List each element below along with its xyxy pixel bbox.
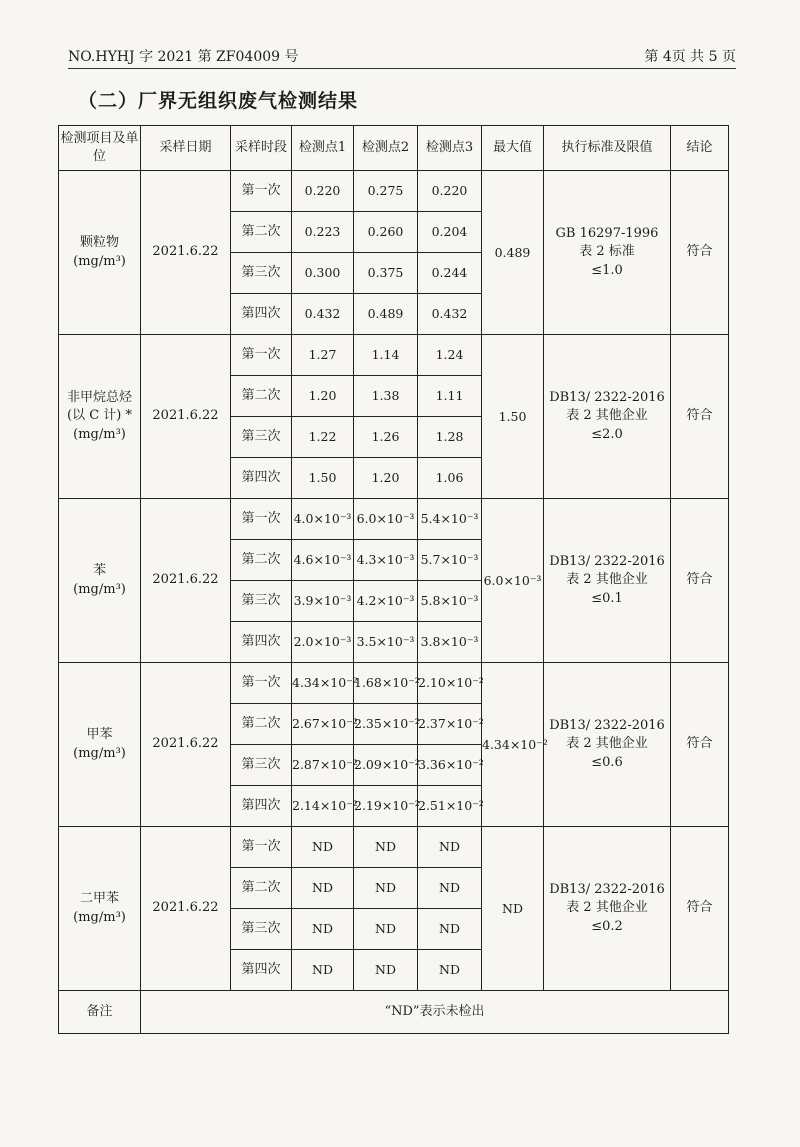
item-name-cell [59,335,141,499]
standard-cell [544,171,671,335]
period-cell: 第二次 [231,376,292,417]
standard-line: DB13/ 2322-2016 [549,554,665,570]
standard-line: 表 2 其他企业 [566,736,648,752]
standard-limit: ≤0.1 [591,590,623,606]
result-cell: 符合 [671,335,729,499]
page-number: 第 4页 共 5 页 [644,49,736,65]
value-cell: 0.489 [354,294,418,335]
item-name: 苯 [92,563,106,579]
result-cell: 符合 [671,171,729,335]
table-row [59,171,729,212]
standard-line: 表 2 其他企业 [566,900,648,916]
standard-line: DB13/ 2322-2016 [549,882,665,898]
col-p2: 检测点2 [354,126,418,171]
max-cell: 6.0×10⁻³ [482,499,544,663]
table-header-row [59,126,729,171]
value-cell: ND [292,868,354,909]
value-cell: 2.0×10⁻³ [292,622,354,663]
period-cell: 第四次 [231,622,292,663]
value-cell: 2.87×10⁻² [292,745,354,786]
table-row [59,663,729,704]
value-cell: 1.68×10⁻² [354,663,418,704]
item-name: 二甲苯 [79,891,119,907]
value-cell: ND [418,909,482,950]
standard-line: GB 16297-1996 [555,226,659,242]
value-cell: ND [418,868,482,909]
value-cell: 3.36×10⁻² [418,745,482,786]
value-cell: 3.8×10⁻³ [418,622,482,663]
col-max: 最大值 [482,126,544,171]
period-cell: 第一次 [231,171,292,212]
value-cell: 5.8×10⁻³ [418,581,482,622]
date-cell: 2021.6.22 [141,171,231,335]
item-name: 非甲烷总烃 [66,390,132,406]
date-cell: 2021.6.22 [141,663,231,827]
item-unit: (mg/m³) [73,253,126,269]
value-cell: 3.9×10⁻³ [292,581,354,622]
result-cell: 符合 [671,663,729,827]
col-p1: 检测点1 [292,126,354,171]
table-row [59,499,729,540]
result-cell: 符合 [671,827,729,991]
value-cell: 2.09×10⁻² [354,745,418,786]
standard-line: 表 2 标准 [579,244,635,260]
max-cell: 4.34×10⁻² [482,663,544,827]
standard-line: DB13/ 2322-2016 [549,718,665,734]
date-cell: 2021.6.22 [141,335,231,499]
standard-cell [544,663,671,827]
period-cell: 第四次 [231,786,292,827]
value-cell: 2.14×10⁻² [292,786,354,827]
value-cell: 4.6×10⁻³ [292,540,354,581]
value-cell: 0.260 [354,212,418,253]
standard-line: 表 2 其他企业 [566,572,648,588]
value-cell: 0.204 [418,212,482,253]
value-cell: 2.35×10⁻² [354,704,418,745]
date-cell: 2021.6.22 [141,499,231,663]
standard-line: DB13/ 2322-2016 [549,390,665,406]
item-name: 甲苯 [86,727,113,743]
section-title: （二）厂界无组织废气检测结果 [78,90,359,112]
item-unit: (mg/m³) [73,426,126,442]
standard-line: 表 2 其他企业 [566,408,648,424]
value-cell: ND [292,827,354,868]
col-item: 检测项目及单位 [59,126,141,171]
item-unit: (mg/m³) [73,909,126,925]
item-unit: (mg/m³) [73,745,126,761]
standard-limit: ≤1.0 [591,262,623,278]
col-result: 结论 [671,126,729,171]
item-name-cell [59,499,141,663]
value-cell: 2.10×10⁻² [418,663,482,704]
period-cell: 第一次 [231,335,292,376]
period-cell: 第三次 [231,909,292,950]
value-cell: 0.223 [292,212,354,253]
result-cell: 符合 [671,499,729,663]
item-name-cell [59,827,141,991]
col-p3: 检测点3 [418,126,482,171]
period-cell: 第三次 [231,417,292,458]
value-cell: 4.3×10⁻³ [354,540,418,581]
col-period: 采样时段 [231,126,292,171]
value-cell: ND [354,827,418,868]
value-cell: 0.432 [418,294,482,335]
item-name-cell [59,663,141,827]
item-unit: (mg/m³) [73,581,126,597]
value-cell: 0.375 [354,253,418,294]
value-cell: 2.51×10⁻² [418,786,482,827]
item-name: 颗粒物 [79,235,119,251]
value-cell: ND [418,950,482,991]
standard-cell [544,499,671,663]
value-cell: ND [354,950,418,991]
value-cell: 1.20 [292,376,354,417]
value-cell: 4.0×10⁻³ [292,499,354,540]
col-standard: 执行标准及限值 [544,126,671,171]
note-row [59,991,729,1034]
col-date: 采样日期 [141,126,231,171]
table-row [59,335,729,376]
value-cell: 6.0×10⁻³ [354,499,418,540]
period-cell: 第一次 [231,827,292,868]
item-name-qualifier: (以 C 计) * [67,408,132,424]
table-row [59,827,729,868]
period-cell: 第三次 [231,745,292,786]
standard-cell [544,335,671,499]
value-cell: 2.37×10⁻² [418,704,482,745]
value-cell: ND [354,868,418,909]
note-label: 备注 [59,991,141,1034]
value-cell: 1.14 [354,335,418,376]
item-name-cell [59,171,141,335]
value-cell: 3.5×10⁻³ [354,622,418,663]
standard-cell [544,827,671,991]
period-cell: 第二次 [231,868,292,909]
value-cell: 0.220 [418,171,482,212]
value-cell: 1.50 [292,458,354,499]
value-cell: 1.28 [418,417,482,458]
note-text: “ND”表示未检出 [141,991,729,1034]
standard-limit: ≤0.2 [591,918,623,934]
value-cell: 1.27 [292,335,354,376]
period-cell: 第四次 [231,294,292,335]
value-cell: 1.38 [354,376,418,417]
value-cell: 0.244 [418,253,482,294]
document-number: NO.HYHJ 字 2021 第 ZF04009 号 [68,49,299,65]
period-cell: 第三次 [231,253,292,294]
date-cell: 2021.6.22 [141,827,231,991]
value-cell: 1.22 [292,417,354,458]
value-cell: 1.11 [418,376,482,417]
value-cell: 0.432 [292,294,354,335]
period-cell: 第二次 [231,704,292,745]
period-cell: 第四次 [231,950,292,991]
standard-limit: ≤0.6 [591,754,623,770]
standard-limit: ≤2.0 [591,426,623,442]
results-table [58,125,729,1034]
max-cell: 0.489 [482,171,544,335]
value-cell: 4.34×10⁻² [292,663,354,704]
period-cell: 第二次 [231,540,292,581]
value-cell: ND [418,827,482,868]
period-cell: 第四次 [231,458,292,499]
value-cell: 1.26 [354,417,418,458]
value-cell: 0.220 [292,171,354,212]
period-cell: 第一次 [231,499,292,540]
value-cell: ND [354,909,418,950]
value-cell: 1.06 [418,458,482,499]
period-cell: 第一次 [231,663,292,704]
value-cell: 2.19×10⁻² [354,786,418,827]
value-cell: 5.4×10⁻³ [418,499,482,540]
value-cell: 1.24 [418,335,482,376]
page-header [68,44,736,69]
value-cell: 1.20 [354,458,418,499]
value-cell: 0.300 [292,253,354,294]
period-cell: 第二次 [231,212,292,253]
value-cell: 5.7×10⁻³ [418,540,482,581]
value-cell: ND [292,909,354,950]
max-cell: ND [482,827,544,991]
value-cell: 2.67×10⁻² [292,704,354,745]
value-cell: 0.275 [354,171,418,212]
value-cell: ND [292,950,354,991]
max-cell: 1.50 [482,335,544,499]
value-cell: 4.2×10⁻³ [354,581,418,622]
period-cell: 第三次 [231,581,292,622]
